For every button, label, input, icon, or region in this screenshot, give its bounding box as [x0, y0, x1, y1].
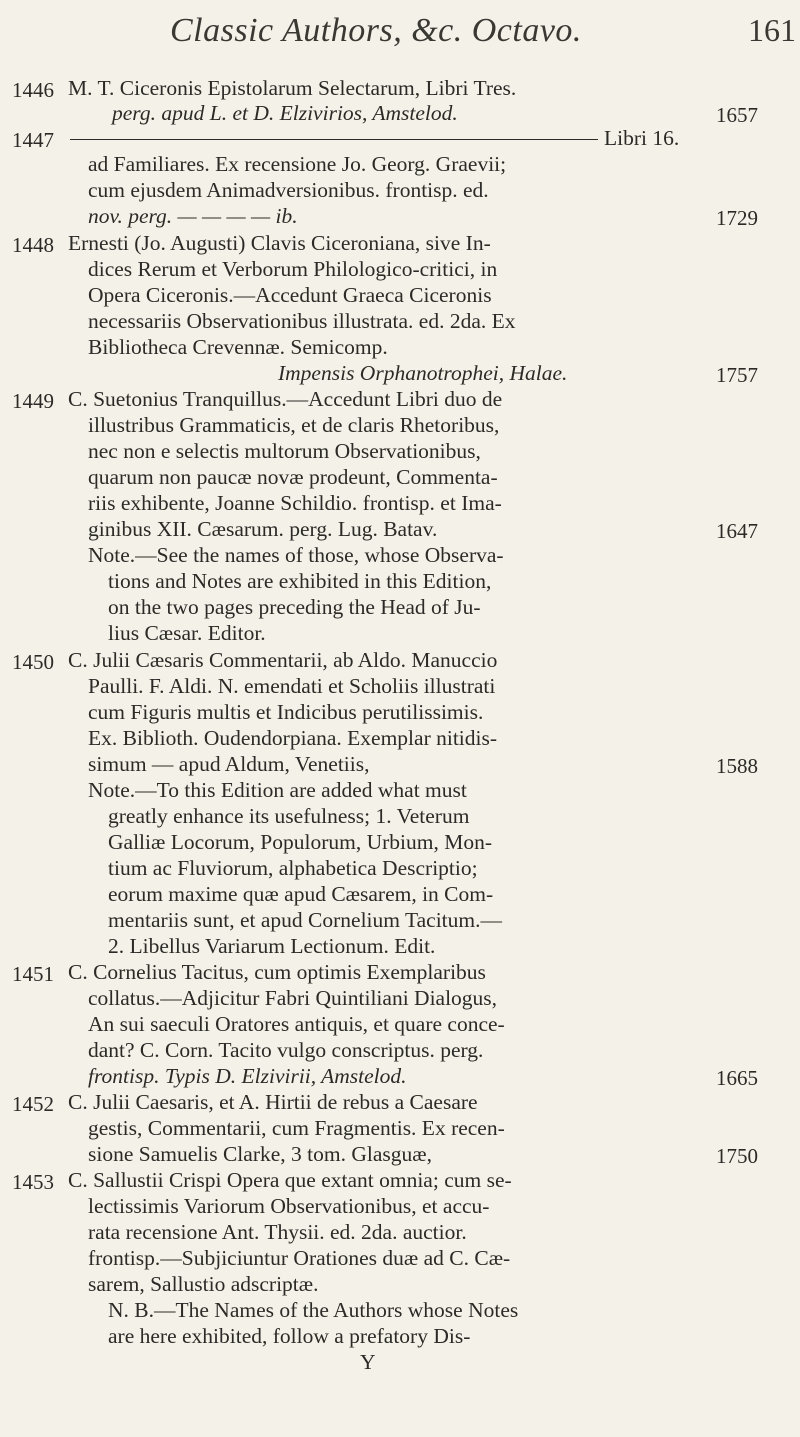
- entry-note: are here exhibited, follow a prefatory Dis-: [108, 1324, 471, 1348]
- lot-number: 1447: [12, 128, 54, 152]
- entry-line: C. Sallustii Crispi Opera que extant omnia; cum se-: [68, 1168, 512, 1192]
- year: 1665: [716, 1066, 758, 1090]
- signature-mark: Y: [360, 1350, 376, 1374]
- year: 1647: [716, 519, 758, 543]
- entry-note: 2. Libellus Variarum Lectionum. Edit.: [108, 934, 436, 958]
- page-header: [0, 8, 800, 68]
- entry-line: quarum non paucæ novæ prodeunt, Commenta-: [88, 465, 498, 489]
- year: 1750: [716, 1144, 758, 1168]
- entry-line: C. Julii Cæsaris Commentarii, ab Aldo. Manuccio: [68, 648, 498, 672]
- entry-line: C. Suetonius Tranquillus.—Accedunt Libri duo de: [68, 387, 503, 411]
- entry-line: rata recensione Ant. Thysii. ed. 2da. auctior.: [88, 1220, 467, 1244]
- lot-number: 1451: [12, 962, 54, 986]
- entry-line: ad Familiares. Ex recensione Jo. Georg. Graevii;: [88, 152, 507, 176]
- entry-line: necessariis Observationibus illustrata. ed. 2da. Ex: [88, 309, 516, 333]
- entry-note: tions and Notes are exhibited in this Edition,: [108, 569, 492, 593]
- entry-line: Impensis Orphanotrophei, Halae.: [278, 361, 568, 385]
- entry-line: C. Cornelius Tacitus, cum optimis Exemplaribus: [68, 960, 486, 984]
- entry-line: illustribus Grammaticis, et de claris Rhetoribus,: [88, 413, 500, 437]
- entry-note: N. B.—The Names of the Authors whose Notes: [108, 1298, 519, 1322]
- entry-line: Bibliotheca Crevennæ. Semicomp.: [88, 335, 388, 359]
- entry-note: Galliæ Locorum, Populorum, Urbium, Mon-: [108, 830, 492, 854]
- year: 1657: [716, 103, 758, 127]
- entry-line: C. Julii Caesaris, et A. Hirtii de rebus a Caesare: [68, 1090, 478, 1114]
- year: 1729: [716, 206, 758, 230]
- year: 1588: [716, 754, 758, 778]
- page-number: 161: [748, 12, 796, 48]
- entry-line: lectissimis Variorum Observationibus, et accu-: [88, 1194, 490, 1218]
- entry-line: nov. perg. — — — — ib.: [88, 204, 298, 228]
- entry-note: Note.—See the names of those, whose Observa-: [88, 543, 504, 567]
- entry-line: sione Samuelis Clarke, 3 tom. Glasguæ,: [88, 1142, 432, 1166]
- entry-line: Libri 16.: [604, 126, 680, 150]
- ditto-rule: [70, 139, 598, 140]
- lot-number: 1452: [12, 1092, 54, 1116]
- entry-line: cum ejusdem Animadversionibus. frontisp. ed.: [88, 178, 489, 202]
- entry-line: collatus.—Adjicitur Fabri Quintiliani Dialogus,: [88, 986, 498, 1010]
- entry-line: frontisp. Typis D. Elzivirii, Amstelod.: [88, 1064, 407, 1088]
- entry-line: Ernesti (Jo. Augusti) Clavis Ciceroniana, sive In-: [68, 231, 491, 255]
- entry-line: Ex. Biblioth. Oudendorpiana. Exemplar nitidis-: [88, 726, 498, 750]
- entry-note: on the two pages preceding the Head of Ju-: [108, 595, 481, 619]
- entry-line: gestis, Commentarii, cum Fragmentis. Ex recen-: [88, 1116, 505, 1140]
- lot-number: 1448: [12, 233, 54, 257]
- entry-line: ginibus XII. Cæsarum. perg. Lug. Batav.: [88, 517, 438, 541]
- entry-line: perg. apud L. et D. Elzivirios, Amstelod.: [112, 101, 458, 125]
- entry-line: simum — apud Aldum, Venetiis,: [88, 752, 370, 776]
- entry-line: M. T. Ciceronis Epistolarum Selectarum, Libri Tres.: [68, 76, 517, 100]
- lot-number: 1453: [12, 1170, 54, 1194]
- entry-line: cum Figuris multis et Indicibus perutilissimis.: [88, 700, 484, 724]
- entry-note: lius Cæsar. Editor.: [108, 621, 266, 645]
- entry-line: frontisp.—Subjiciuntur Orationes duæ ad C. Cæ-: [88, 1246, 511, 1270]
- entry-line: sarem, Sallustio adscriptæ.: [88, 1272, 319, 1296]
- year: 1757: [716, 363, 758, 387]
- entry-line: dant? C. Corn. Tacito vulgo conscriptus. perg.: [88, 1038, 484, 1062]
- entry-line: dices Rerum et Verborum Philologico-critici, in: [88, 257, 498, 281]
- lot-number: 1449: [12, 389, 54, 413]
- entry-note: tium ac Fluviorum, alphabetica Descriptio;: [108, 856, 478, 880]
- entry-note: Note.—To this Edition are added what must: [88, 778, 467, 802]
- entry-note: greatly enhance its usefulness; 1. Veterum: [108, 804, 470, 828]
- entry-line: nec non e selectis multorum Observationibus,: [88, 439, 481, 463]
- lot-number: 1446: [12, 78, 54, 102]
- entry-line: Paulli. F. Aldi. N. emendati et Scholiis illustrati: [88, 674, 496, 698]
- entry-line: Opera Ciceronis.—Accedunt Graeca Ciceronis: [88, 283, 492, 307]
- entry-note: mentariis sunt, et apud Cornelium Tacitum.—: [108, 908, 502, 932]
- lot-number: 1450: [12, 650, 54, 674]
- entry-note: eorum maxime quæ apud Cæsarem, in Com-: [108, 882, 494, 906]
- running-title: Classic Authors, &c. Octavo.: [170, 12, 582, 49]
- entry-line: An sui saeculi Oratores antiquis, et quare conce-: [88, 1012, 505, 1036]
- entry-line: riis exhibente, Joanne Schildio. frontisp. et Ima-: [88, 491, 502, 515]
